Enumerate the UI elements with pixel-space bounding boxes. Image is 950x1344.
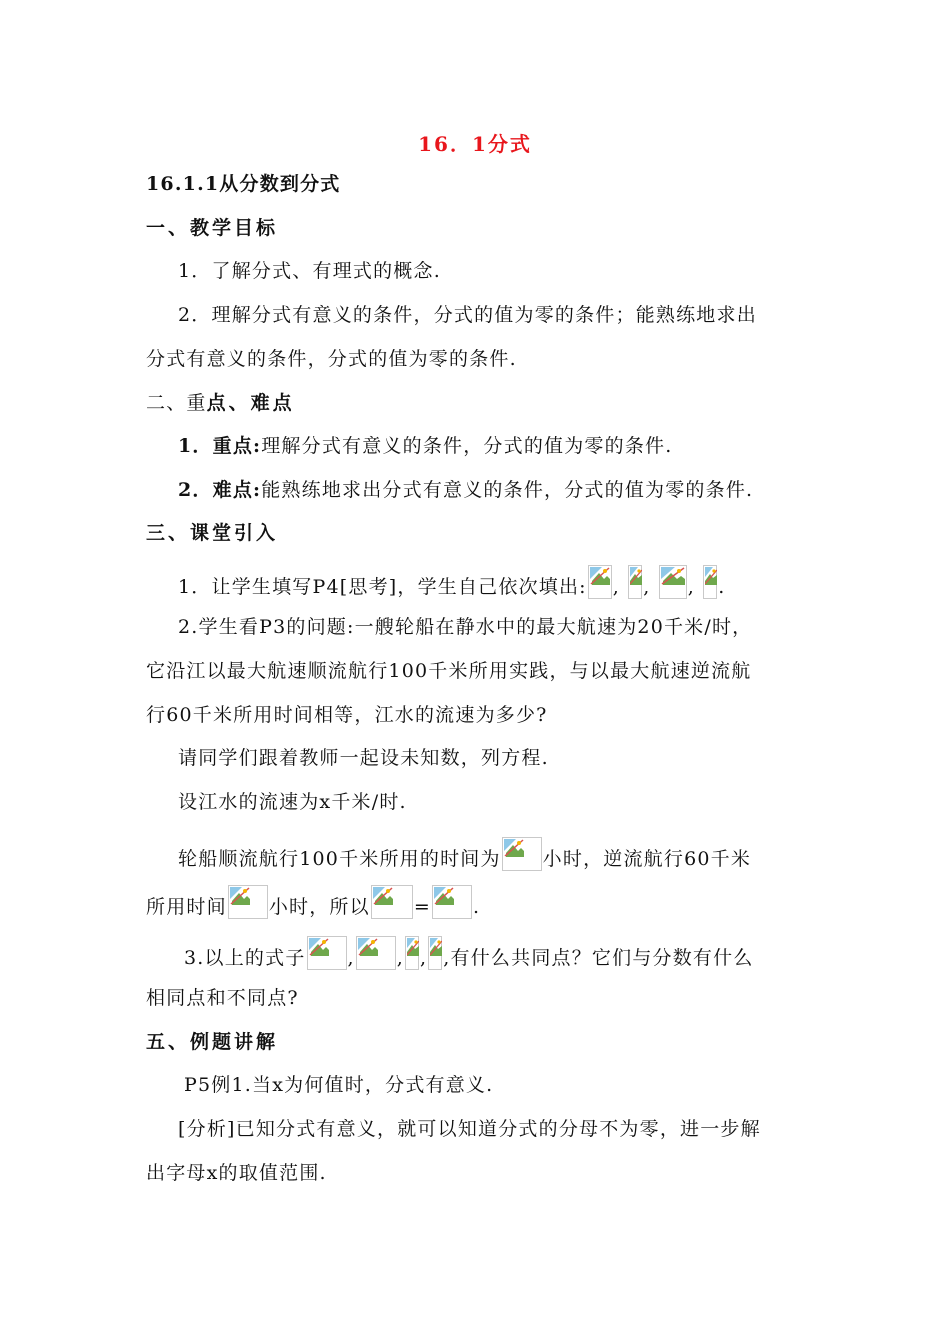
intro-2-line-5: 设江水的流速为x千米/时.	[178, 791, 407, 813]
key-point-1-label: 1．重点:	[178, 435, 262, 457]
broken-image-icon	[630, 567, 642, 585]
formula-image-12	[428, 936, 442, 970]
intro-2-line-2: 它沿江以最大航速顺流航行100千米所用实践，与以最大航速逆流航	[146, 660, 752, 682]
broken-image-icon	[230, 887, 250, 905]
intro-3-line-1-text-b: ,有什么共同点？它们与分数有什么	[443, 947, 754, 969]
broken-image-icon	[661, 567, 685, 585]
sep-comma-4: ,	[347, 947, 355, 969]
equals-sign: =	[413, 896, 431, 918]
broken-image-icon	[590, 567, 610, 585]
formula-image-5	[502, 837, 542, 871]
heading-class-intro: 三、课堂引入	[146, 522, 279, 544]
intro-2-line-1: 2.学生看P3的问题:一艘轮船在静水中的最大航速为20千米/时，	[178, 616, 753, 638]
intro-3-line-1-text-a: 3.以上的式子	[184, 947, 306, 969]
broken-image-icon	[358, 938, 378, 956]
key-point-2-label: 2．难点:	[178, 479, 262, 501]
broken-image-icon	[705, 567, 717, 585]
objective-2-line-1: 2．理解分式有意义的条件，分式的值为零的条件；能熟练地求出	[178, 304, 757, 326]
example-1: P5例1.当x为何值时，分式有意义.	[184, 1074, 494, 1096]
sep-comma-3: ,	[687, 576, 696, 598]
intro-2-line-6-text-a: 轮船顺流航行100千米所用的时间为	[178, 848, 501, 870]
heading-key-points-plain: 二、重	[146, 392, 207, 414]
intro-2-line-6-text-b: 小时，逆流航行60千米	[542, 848, 752, 870]
broken-image-icon	[434, 887, 454, 905]
example-1-analysis-line-1: [分析]已知分式有意义，就可以知道分式的分母不为零，进一步解	[178, 1118, 761, 1140]
intro-2-line-4: 请同学们跟着教师一起设未知数，列方程.	[178, 747, 549, 769]
sep-comma-6: ,	[420, 947, 428, 969]
sep-comma-1: ,	[612, 576, 621, 598]
formula-image-4	[703, 565, 717, 599]
key-point-1-text: 理解分式有意义的条件，分式的值为零的条件.	[261, 435, 673, 457]
sep-period-1: .	[718, 576, 726, 598]
intro-1	[178, 565, 843, 599]
key-point-2-text: 能熟练地求出分式有意义的条件，分式的值为零的条件.	[261, 479, 754, 501]
example-1-analysis-line-2: 出字母x的取值范围.	[146, 1162, 327, 1184]
section-subtitle: 16.1.1从分数到分式	[146, 173, 341, 195]
heading-examples: 五、例题讲解	[146, 1031, 279, 1053]
intro-2-line-3: 行60千米所用时间相等，江水的流速为多少?	[146, 704, 548, 726]
broken-image-icon	[309, 938, 329, 956]
sep-period-2: .	[472, 896, 481, 918]
formula-image-10	[356, 936, 396, 970]
intro-2-line-7-text-b: 小时，所以	[268, 896, 370, 918]
formula-image-8	[432, 885, 472, 919]
broken-image-icon	[407, 938, 419, 956]
formula-image-1	[588, 565, 612, 599]
formula-image-3	[659, 565, 687, 599]
broken-image-icon	[504, 839, 524, 857]
page-title: 16．1分式	[418, 132, 532, 156]
broken-image-icon	[430, 938, 442, 956]
formula-image-6	[228, 885, 268, 919]
broken-image-icon	[373, 887, 393, 905]
formula-image-2	[628, 565, 642, 599]
objective-1: 1．了解分式、有理式的概念.	[178, 260, 441, 282]
heading-key-points	[146, 391, 811, 415]
sep-comma-5: ,	[396, 947, 405, 969]
key-point-1	[178, 434, 843, 458]
formula-image-9	[307, 936, 347, 970]
key-point-2	[178, 478, 843, 502]
formula-image-7	[371, 885, 413, 919]
intro-2-line-6	[178, 837, 843, 871]
intro-3-line-1	[184, 936, 849, 970]
heading-teaching-objectives: 一、教学目标	[146, 217, 279, 239]
intro-3-line-2: 相同点和不同点?	[146, 987, 299, 1009]
intro-1-text: 1．让学生填写P4[思考]，学生自己依次填出:	[178, 576, 587, 598]
objective-2-line-2: 分式有意义的条件，分式的值为零的条件.	[146, 348, 517, 370]
formula-image-11	[405, 936, 419, 970]
intro-2-line-7	[146, 885, 811, 919]
heading-key-points-bold: 点、难点	[206, 392, 295, 414]
intro-2-line-7-text-a: 所用时间	[146, 896, 227, 918]
sep-comma-2: ,	[643, 576, 651, 598]
